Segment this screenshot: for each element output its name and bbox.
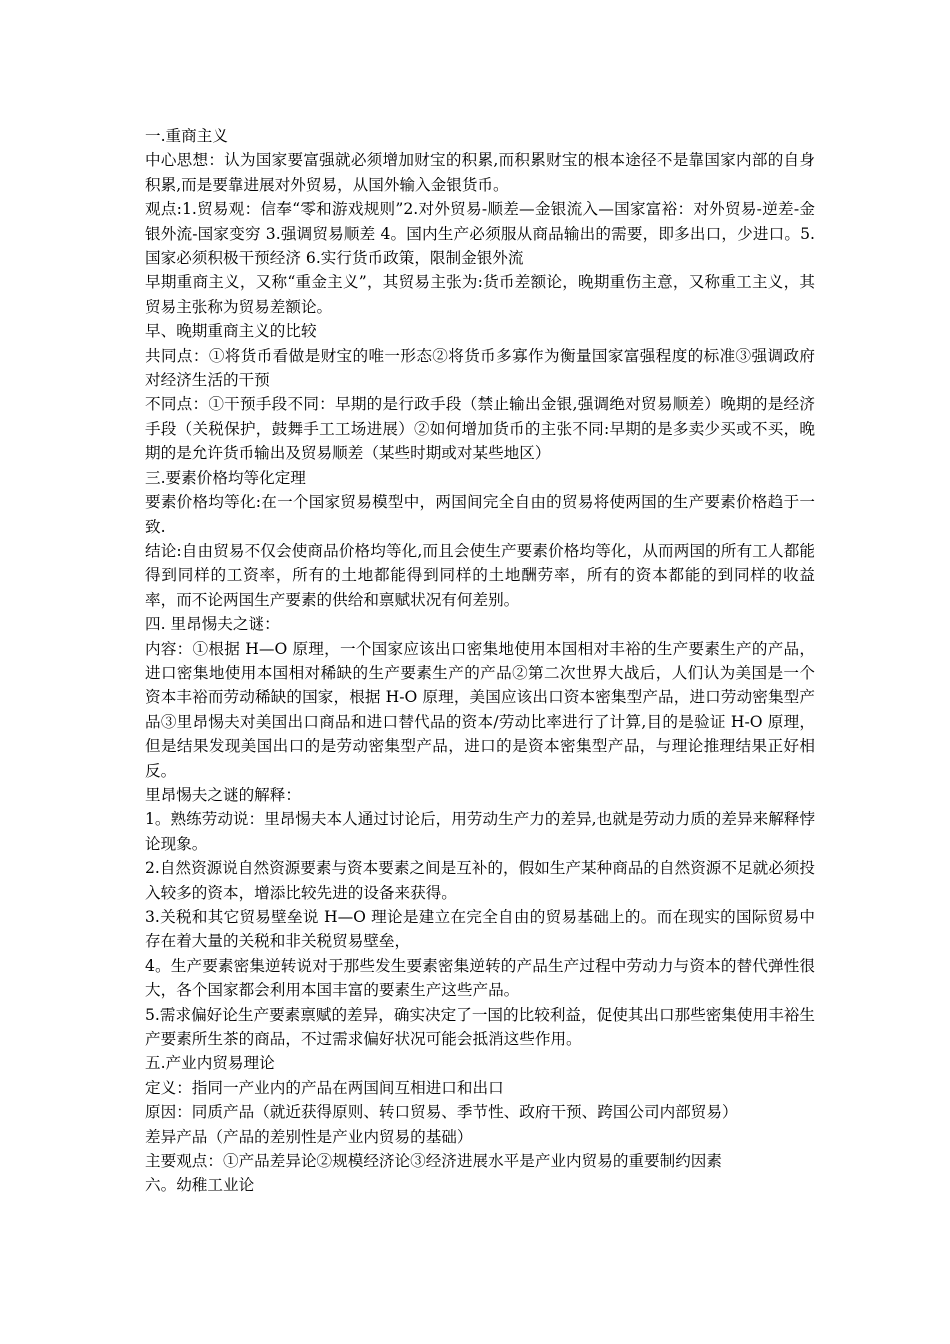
paragraph-explanation-5: 5.需求偏好论生产要素禀赋的差异，确实决定了一国的比较利益，促使其出口那些密集使用丰裕生产要素所生茶的商品，不过需求偏好状况可能会抵消这些作用。 — [145, 1005, 815, 1049]
paragraph-leontief-content: 内容：①根据 H—O 原理，一个国家应该出口密集地使用本国相对丰裕的生产要素生产的产品，进口密集地使用本国相对稀缺的生产要素生产的产品②第二次世界大战后，人们认为美国是一个资本丰裕而劳动稀缺的国家，根据 H-O 原理，美国应该出口资本密集型产品，进口劳动密集型产品③里昂惕夫对美国出口商品和进口替代品的资本/劳动比率进行了计算,目的是验证 H-O 原理，但是结果发现美国出口的是劳动密集型产品，进口的是资本密集型产品，与理论推理结果正好相反。 — [145, 639, 815, 780]
paragraph-iit-main-views: 主要观点：①产品差异论②规模经济论③经济进展水平是产业内贸易的重要制约因素 — [145, 1152, 722, 1171]
paragraph-explanation-4: 4。生产要素密集逆转说对于那些发生要素密集逆转的产品生产过程中劳动力与资本的替代弹性很大，各个国家都会利用本国丰富的要素生产这些产品。 — [145, 956, 815, 1000]
paragraph-central-idea: 中心思想：认为国家要富强就必须增加财宝的积累,而积累财宝的根本途径不是靠国家内部的自身积累,而是要靠进展对外贸易，从国外输入金银货币。 — [145, 151, 815, 194]
subheading-leontief-explanations: 里昂惕夫之谜的解释： — [145, 785, 301, 804]
paragraph-iit-differentiated: 差异产品（产品的差别性是产业内贸易的基础） — [145, 1127, 473, 1146]
paragraph-fpe-conclusion: 结论:自由贸易不仅会使商品价格均等化,而且会使生产要素价格均等化，从而两国的所有工人都能得到同样的工资率，所有的土地都能得到同样的土地酬劳率，所有的资本都能的到同样的收益率，而不论两国生产要素的供给和禀赋状况有何差别。 — [145, 541, 815, 609]
heading-leontief-paradox: 四. 里昂惕夫之谜： — [145, 615, 280, 634]
document-body — [145, 124, 815, 1198]
paragraph-differences: 不同点：①干预手段不同：早期的是行政手段（禁止输出金银,强调绝对贸易顺差）晚期的是经济手段（关税保护，鼓舞手工工场进展）②如何增加货币的主张不同:早期的是多卖少买或不买，晚期的是允许货币输出及贸易顺差（某些时期或对某些地区） — [145, 395, 815, 463]
paragraph-early-late-mercantilism: 早期重商主义，又称“重金主义”，其贸易主张为:货币差额论，晚期重伤主意，又称重工主义，其贸易主张称为贸易差额论。 — [145, 273, 815, 316]
paragraph-explanation-3: 3.关税和其它贸易壁垒说 H—O 理论是建立在完全自由的贸易基础上的。而在现实的国际贸易中存在着大量的关税和非关税贸易壁垒， — [145, 908, 815, 951]
heading-mercantilism: 一.重商主义 — [145, 127, 228, 145]
heading-factor-price-equalization: 三.要素价格均等化定理 — [145, 468, 306, 487]
heading-intra-industry-trade: 五.产业内贸易理论 — [145, 1054, 275, 1073]
paragraph-explanation-2: 2.自然资源说自然资源要素与资本要素之间是互补的，假如生产某种商品的自然资源不足就必须投入较多的资本，增添比较先进的设备来获得。 — [145, 859, 815, 902]
paragraph-explanation-1: 1。熟练劳动说：里昂惕夫本人通过讨论后，用劳动生产力的差异,也就是劳动力质的差异来解释悖论现象。 — [145, 810, 815, 853]
paragraph-iit-definition: 定义：指同一产业内的产品在两国间互相进口和出口 — [145, 1078, 504, 1097]
paragraph-viewpoints: 观点:1.贸易观：信奉“零和游戏规则”2.对外贸易-顺差—金银流入—国家富裕：对外贸易-逆差-金银外流-国家变穷 3.强调贸易顺差 4。国内生产必须服从商品输出的需要，即多出口，少进口。5.国家必须积极干预经济 6.实行货币政策，限制金银外流 — [145, 200, 815, 268]
heading-infant-industry: 六。幼稚工业论 — [145, 1176, 255, 1195]
paragraph-similarities: 共同点：①将货币看做是财宝的唯一形态②将货币多寡作为衡量国家富强程度的标准③强调政府对经济生活的干预 — [145, 346, 815, 390]
paragraph-fpe-definition: 要素价格均等化:在一个国家贸易模型中，两国间完全自由的贸易将使两国的生产要素价格趋于一致. — [145, 493, 815, 536]
subheading-comparison: 早、晚期重商主义的比较 — [145, 322, 317, 341]
paragraph-iit-causes: 原因：同质产品（就近获得原则、转口贸易、季节性、政府干预、跨国公司内部贸易） — [145, 1103, 738, 1122]
